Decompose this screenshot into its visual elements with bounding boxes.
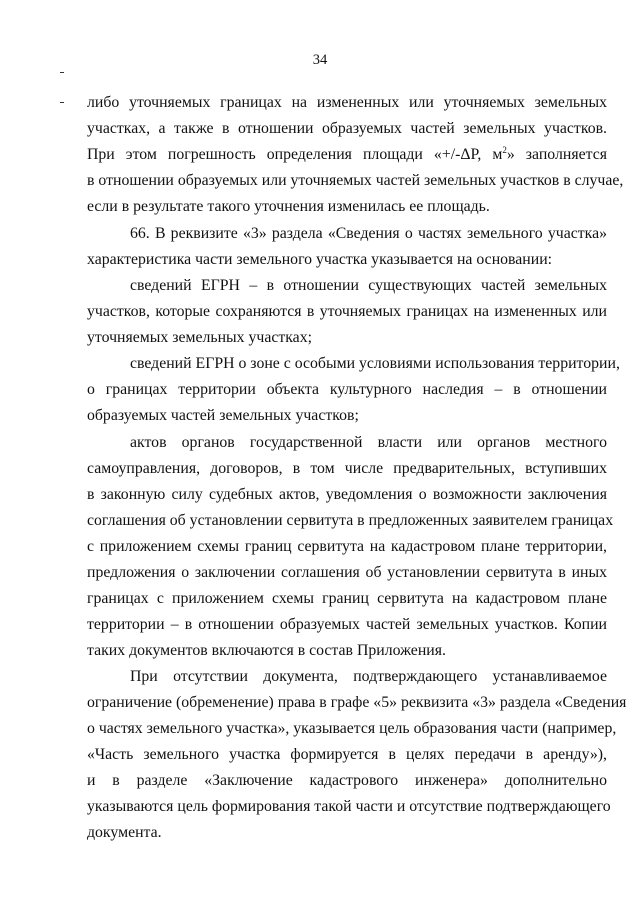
text-line: в отношении образуемых или уточняемых частей земельных участков в случае, [87, 172, 624, 189]
text-line: актов органов государственной власти или органов местного [130, 434, 607, 451]
text-line: если в результате такого уточнения изменилась ее площадь. [87, 198, 490, 215]
text-line: уточняемых земельных участках; [87, 329, 312, 346]
text-line: участков, которые сохраняются в уточняемых границах на измененных или [87, 303, 607, 320]
text-line: характеристика части земельного участка указывается на основании: [87, 251, 553, 268]
text-line: о частях земельного участка», указывается цель образования части (например, [87, 720, 617, 737]
text-line [87, 145, 607, 165]
text-line: предложения о заключении соглашения об установлении сервитута в иных [87, 564, 607, 581]
text-line: в законную силу судебных актов, уведомления о возможности заключения [87, 486, 607, 503]
text-line: сведений ЕГРН – в отношении существующих частей земельных [130, 277, 607, 294]
text-line: таких документов включаются в состав Приложения. [87, 642, 446, 659]
text-fragment: При этом погрешность определения площади «+/-ΔР, м [87, 146, 503, 163]
text-fragment: » заполняется [506, 146, 607, 163]
text-line: с приложением схемы границ сервитута на кадастровом плане территории, [87, 538, 607, 555]
text-line: о границах территории объекта культурного наследия – в отношении [87, 381, 607, 398]
superscript: 2 [502, 145, 507, 155]
text-line: образуемых частей земельных участков; [87, 407, 359, 424]
text-line: соглашения об установлении сервитута в предложенных заявителем границах [87, 512, 614, 529]
text-line: участках, а также в отношении образуемых частей земельных участков. [87, 120, 607, 137]
text-line: «Часть земельного участка формируется в целях передачи в аренду»), [87, 746, 607, 763]
text-line: документа. [87, 824, 162, 841]
text-line: и в разделе «Заключение кадастрового инженера» дополнительно [87, 772, 607, 789]
text-line: 66. В реквизите «3» раздела «Сведения о частях земельного участка» [130, 225, 607, 242]
text-line: границах с приложением схемы границ сервитута на кадастровом плане [87, 590, 607, 607]
text-line: сведений ЕГРН о зоне с особыми условиями использования территории, [130, 355, 620, 372]
text-line: территории – в отношении образуемых частей земельных участков. Копии [87, 616, 607, 633]
text-line: самоуправления, договоров, в том числе предварительных, вступивших [87, 460, 607, 477]
margin-mark [60, 102, 64, 103]
text-line: указываются цель формирования такой части и отсутствие подтверждающего [87, 798, 611, 815]
page-number: 34 [312, 52, 328, 68]
margin-mark [60, 72, 64, 73]
text-line: При отсутствии документа, подтверждающего устанавливаемое [130, 668, 607, 685]
text-line: либо уточняемых границах на измененных или уточняемых земельных [87, 94, 607, 111]
text-line: ограничение (обременение) права в графе «5» реквизита «3» раздела «Сведения [87, 694, 627, 711]
